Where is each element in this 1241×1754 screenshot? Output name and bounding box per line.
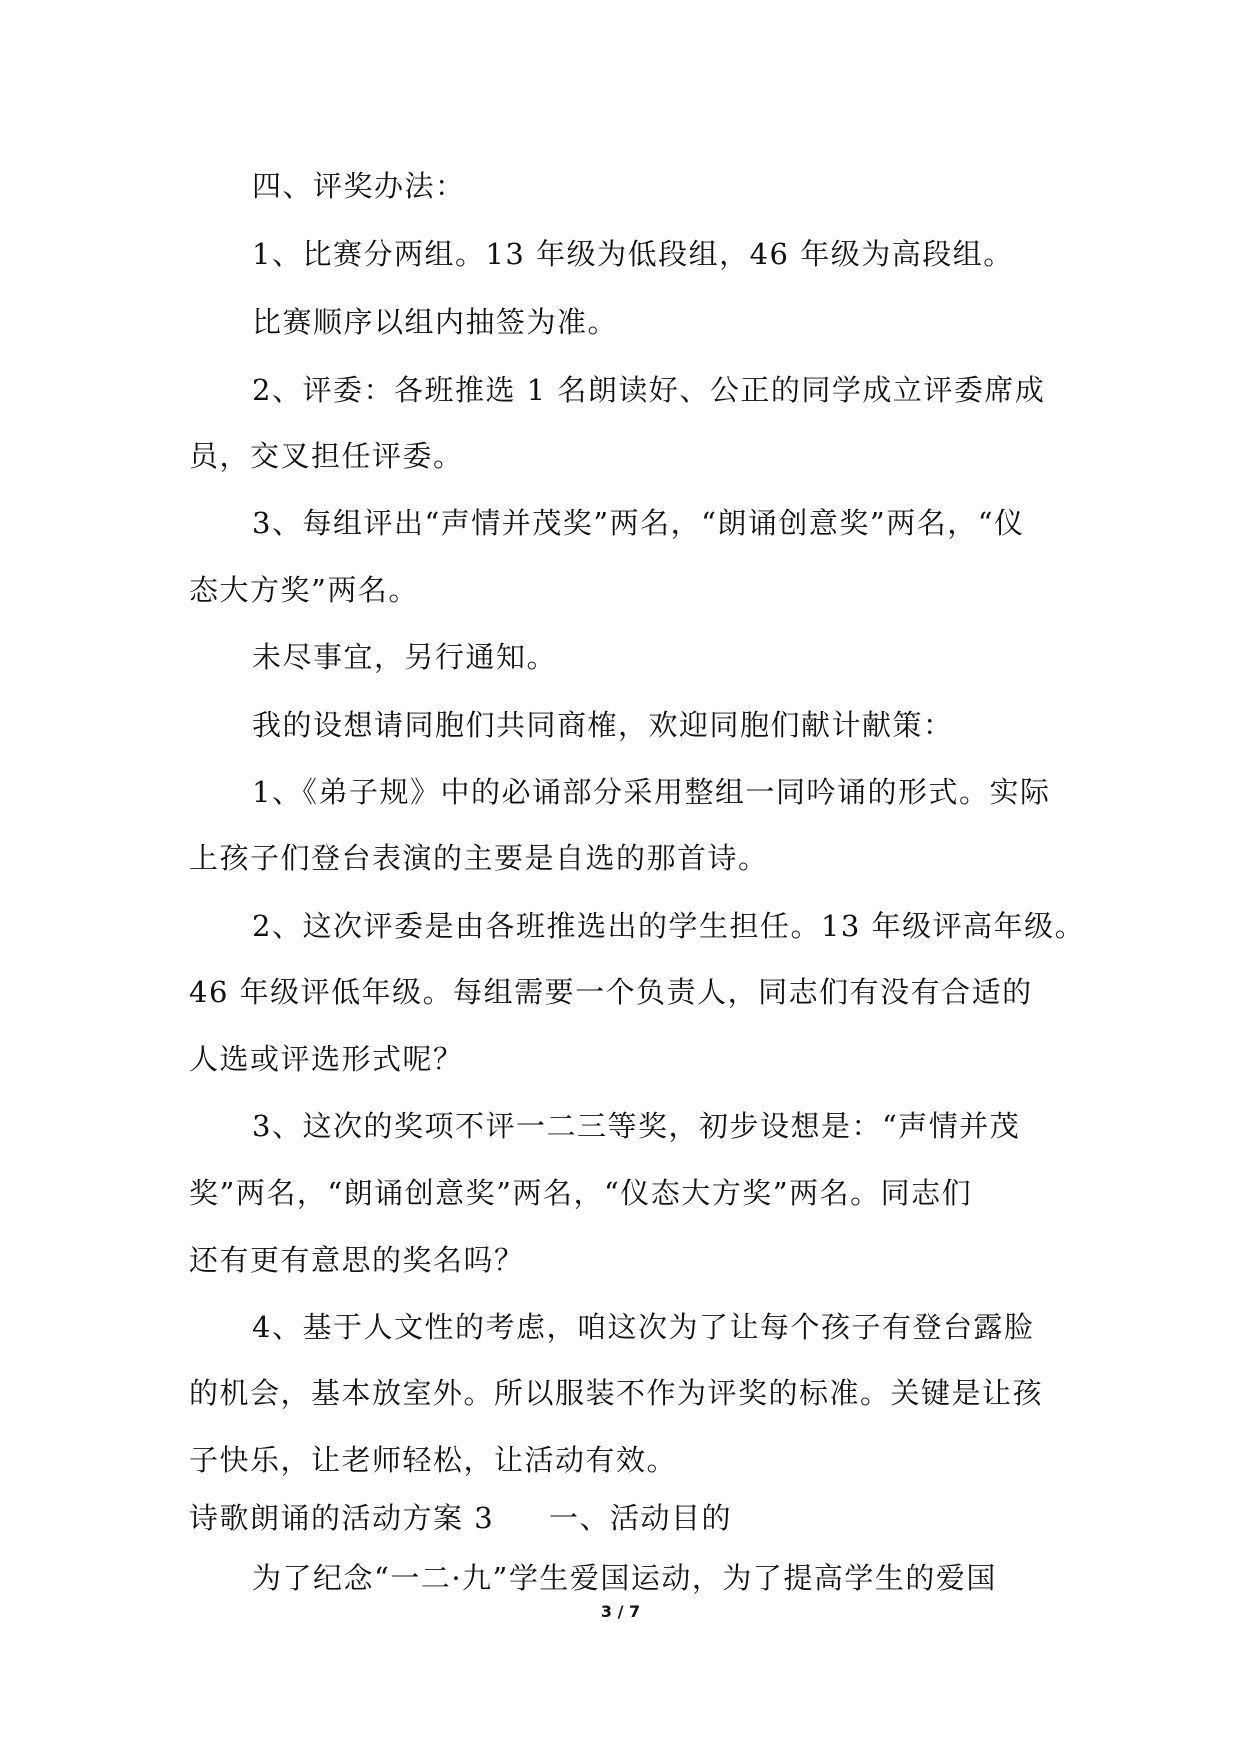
paragraph-line: 我的设想请同胞们共同商榷，欢迎同胞们献计献策：: [252, 708, 954, 742]
page-number: 3 / 7: [600, 1602, 641, 1621]
paragraph-line: 2、这次评委是由各班推选出的学生担任。13 年级评高年级。: [252, 909, 1086, 943]
paragraph-line: 还有更有意思的奖名吗？: [189, 1243, 525, 1277]
paragraph-line: 1、比赛分两组。13 年级为低段组，46 年级为高段组。: [252, 237, 1014, 271]
paragraph-line: 为了纪念“一二·九”学生爱国运动，为了提高学生的爱国: [252, 1561, 997, 1595]
paragraph-line: 46 年级评低年级。每组需要一个负责人，同志们有没有合适的: [189, 975, 1033, 1009]
paragraph-line: 1、《弟子规》中的必诵部分采用整组一同吟诵的形式。实际: [252, 775, 1051, 809]
paragraph-line: 态大方奖”两名。: [189, 573, 419, 607]
paragraph-line: 子快乐，让老师轻松，让活动有效。: [189, 1443, 678, 1477]
paragraph-line: 未尽事宜，另行通知。: [252, 640, 558, 674]
paragraph-line: 奖”两名，“朗诵创意奖”两名，“仪态大方奖”两名。同志们: [189, 1176, 973, 1210]
paragraph-line: 员，交叉担任评委。: [189, 439, 464, 473]
paragraph-line: 四、评奖办法：: [252, 169, 466, 203]
paragraph-line: 3、每组评出“声情并茂奖”两名，“朗诵创意奖”两名，“仪: [252, 506, 1025, 540]
section-subtitle: 一、活动目的: [549, 1501, 733, 1535]
section-title: 诗歌朗诵的活动方案 3: [189, 1501, 495, 1535]
paragraph-line: 4、基于人文性的考虑，咱这次为了让每个孩子有登台露脸: [252, 1310, 1035, 1344]
paragraph-line: 人选或评选形式呢？: [189, 1042, 464, 1076]
paragraph-line: 3、这次的奖项不评一二三等奖，初步设想是：“声情并茂: [252, 1109, 1021, 1143]
section-heading: [189, 1498, 1059, 1538]
paragraph-line: 比赛顺序以组内抽签为准。: [252, 305, 619, 339]
paragraph-line: 上孩子们登台表演的主要是自选的那首诗。: [189, 841, 769, 875]
paragraph-line: 2、评委：各班推选 1 名朗读好、公正的同学成立评委席成: [252, 373, 1046, 407]
paragraph-line: 的机会，基本放室外。所以服装不作为评奖的标准。关键是让孩: [189, 1376, 1044, 1410]
